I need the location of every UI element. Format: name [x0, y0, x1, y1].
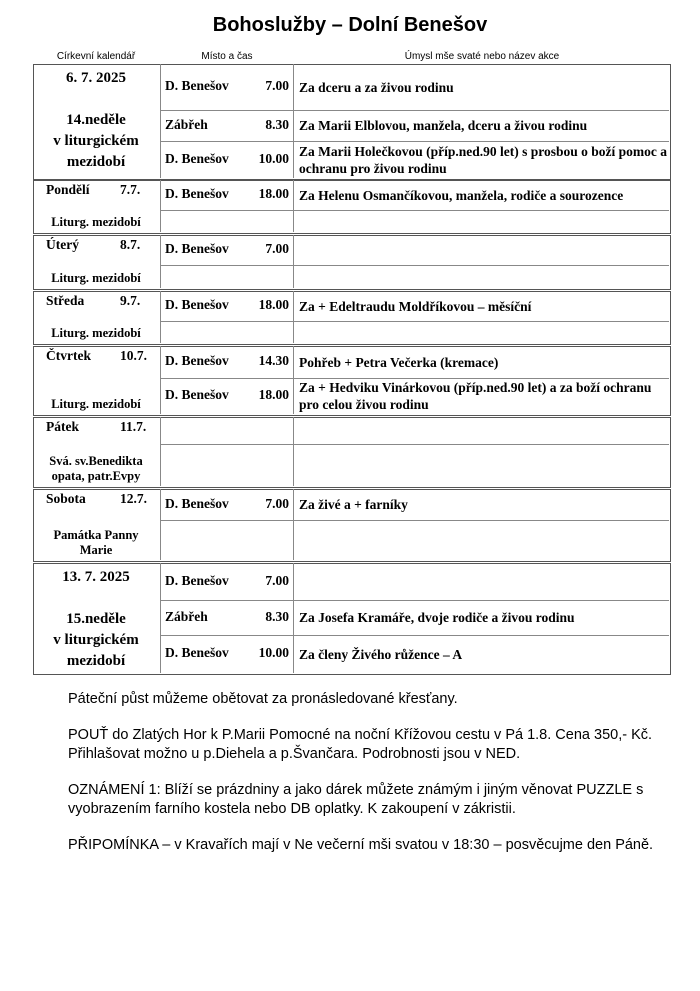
mass-time: 10.00	[258, 645, 289, 660]
mass-place-time	[165, 496, 289, 514]
place-name: D. Benešov	[165, 495, 229, 511]
weekday-date: 9.7.	[120, 293, 141, 308]
mass-place-time	[165, 353, 289, 371]
mass-place-time	[165, 323, 289, 341]
mass-time: 18.00	[258, 297, 289, 312]
announcement: Páteční půst můžeme obětovat za pronásledované křesťany.	[68, 691, 458, 707]
weekday-label	[36, 291, 156, 343]
mass-intention: Za živé a + farníky	[299, 497, 408, 512]
column-divider	[293, 563, 294, 673]
row-divider	[160, 600, 669, 601]
liturgical-week: 14.neděle	[66, 112, 126, 128]
place-name: D. Benešov	[165, 186, 229, 201]
place-name: D. Benešov	[165, 150, 229, 166]
place-name: Zábřeh	[165, 608, 208, 624]
sunday-date: 13. 7. 2025	[62, 569, 130, 585]
place-name: D. Benešov	[165, 387, 229, 402]
mass-intention: Pohřeb + Petra Večerka (kremace)	[299, 354, 499, 370]
mass-intention: Za členy Živého růžence – A	[299, 646, 463, 662]
liturgical-week: mezidobí	[66, 154, 126, 170]
mass-intention: Za Helenu Osmančíkovou, manžela, rodiče a sourozence	[299, 187, 624, 203]
mass-intention: Za Marii Holečkovou (příp.ned.90 let) s prosbou o boží pomoc a ochranu pro živou rodinu	[299, 143, 668, 176]
column-divider	[160, 489, 161, 560]
column-divider	[293, 180, 294, 232]
weekday-date: 12.7.	[120, 491, 147, 506]
weekday-label	[36, 489, 156, 560]
mass-time: 14.30	[258, 353, 289, 368]
sunday-date: 6. 7. 2025	[66, 70, 126, 86]
weekday-date: 11.7.	[120, 419, 147, 434]
mass-time: 8.30	[265, 608, 289, 624]
announcement: POUŤ do Zlatých Hor k P.Marii Pomocné na noční Křížovou cestu v Pá 1.8. Cena 350,- Kč. Přihlašovat možno u p.Diehela a p.Švančara. Podrobnosti jsou v NED.	[68, 727, 653, 762]
column-header-calendar: Církevní kalendář	[56, 51, 136, 62]
weekday-label	[36, 235, 156, 288]
mass-intention: Za + Hedviku Vinárkovou (příp.ned.90 let) a za boží ochranu pro celou živou rodinu	[299, 380, 652, 412]
column-divider	[160, 180, 161, 232]
weekday-date: 7.7.	[120, 182, 141, 197]
mass-place-time	[165, 573, 289, 591]
column-divider	[160, 417, 161, 486]
row-divider	[160, 520, 669, 521]
mass-place-time	[165, 186, 289, 204]
mass-time: 7.00	[265, 495, 289, 511]
mass-place-time	[165, 297, 289, 315]
column-divider	[160, 235, 161, 288]
place-name: D. Benešov	[165, 645, 229, 660]
mass-place-time	[165, 645, 289, 663]
column-divider	[293, 235, 294, 288]
mass-intention: Za Josefa Kramáře, dvoje rodiče a živou rodinu	[299, 610, 575, 625]
weekday-name: Úterý	[46, 237, 79, 252]
mass-time: 18.00	[258, 387, 289, 402]
weekday-name: Čtvrtek	[46, 348, 91, 363]
liturgical-week: v liturgickém	[53, 632, 139, 648]
row-divider	[160, 265, 669, 266]
column-divider	[293, 346, 294, 414]
place-name: D. Benešov	[165, 78, 229, 93]
column-divider	[160, 64, 161, 178]
page-title: Bohoslužby – Dolní Benešov	[212, 14, 488, 36]
column-divider	[293, 417, 294, 486]
mass-intention: Za Marii Elblovou, manžela, dceru a živou rodinu	[299, 118, 588, 133]
mass-place-time	[165, 422, 289, 440]
mass-place-time	[165, 531, 289, 549]
weekday-name: Středa	[46, 293, 85, 308]
weekday-label	[36, 346, 156, 414]
place-name: D. Benešov	[165, 353, 229, 368]
weekday-date: 8.7.	[120, 237, 141, 252]
liturgical-week: mezidobí	[66, 653, 126, 669]
liturgical-season: Památka Panny Marie	[53, 528, 139, 557]
mass-place-time	[165, 387, 289, 405]
mass-place-time	[165, 78, 289, 96]
liturgical-week: 15.neděle	[66, 611, 126, 627]
mass-time: 7.00	[265, 241, 289, 256]
liturgical-season: Svá. sv.Benedikta opata, patr.Evpy	[49, 454, 143, 483]
row-divider	[160, 321, 669, 322]
column-divider	[293, 291, 294, 343]
sunday-label	[36, 64, 156, 178]
announcement: OZNÁMENÍ 1: Blíží se prázdniny a jako dárek můžete známým i jiným věnovat PUZZLE s vyobrazením farního kostela nebo DB oplatky. K zakoupení v zákristii.	[68, 782, 644, 817]
place-name: D. Benešov	[165, 572, 229, 588]
row-divider	[160, 635, 669, 636]
mass-time: 8.30	[265, 116, 289, 132]
mass-place-time	[165, 151, 289, 169]
mass-place-time	[165, 212, 289, 230]
liturgical-season: Liturg. mezidobí	[51, 215, 141, 229]
place-name: D. Benešov	[165, 241, 229, 256]
mass-intention: Za dceru a za živou rodinu	[299, 79, 454, 95]
mass-time: 10.00	[258, 150, 289, 166]
liturgical-season: Liturg. mezidobí	[51, 326, 141, 340]
mass-place-time	[165, 456, 289, 474]
mass-place-time	[165, 117, 289, 135]
row-divider	[160, 444, 669, 445]
weekday-name: Pondělí	[46, 182, 90, 197]
row-divider	[160, 210, 669, 211]
weekday-name: Sobota	[46, 491, 86, 506]
mass-place-time	[165, 241, 289, 259]
column-header-intention: Úmysl mše svaté nebo název akce	[404, 51, 560, 62]
mass-time: 7.00	[265, 572, 289, 588]
column-divider	[160, 563, 161, 673]
weekday-date: 10.7.	[120, 348, 147, 363]
weekday-label	[36, 180, 156, 232]
sunday-label	[36, 563, 156, 673]
mass-time: 18.00	[258, 186, 289, 201]
place-name: D. Benešov	[165, 297, 229, 312]
weekday-name: Pátek	[46, 419, 79, 434]
liturgical-season: Liturg. mezidobí	[51, 271, 141, 285]
column-divider	[293, 64, 294, 178]
column-header-place-time: Místo a čas	[201, 51, 253, 62]
announcements	[68, 690, 678, 872]
column-divider	[160, 346, 161, 414]
column-divider	[160, 291, 161, 343]
liturgical-week: v liturgickém	[53, 133, 139, 149]
announcement: PŘIPOMÍNKA – v Kravařích mají v Ne večerní mši svatou v 18:30 – posvěcujme den Páně.	[68, 837, 654, 853]
mass-place-time	[165, 268, 289, 286]
mass-place-time	[165, 609, 289, 627]
mass-intention: Za + Edeltraudu Moldříkovou – měsíční	[299, 298, 532, 314]
liturgical-season: Liturg. mezidobí	[51, 397, 141, 411]
column-divider	[293, 489, 294, 560]
place-name: Zábřeh	[165, 116, 208, 132]
row-divider	[160, 110, 669, 111]
mass-time: 7.00	[265, 78, 289, 93]
weekday-label	[36, 417, 156, 486]
